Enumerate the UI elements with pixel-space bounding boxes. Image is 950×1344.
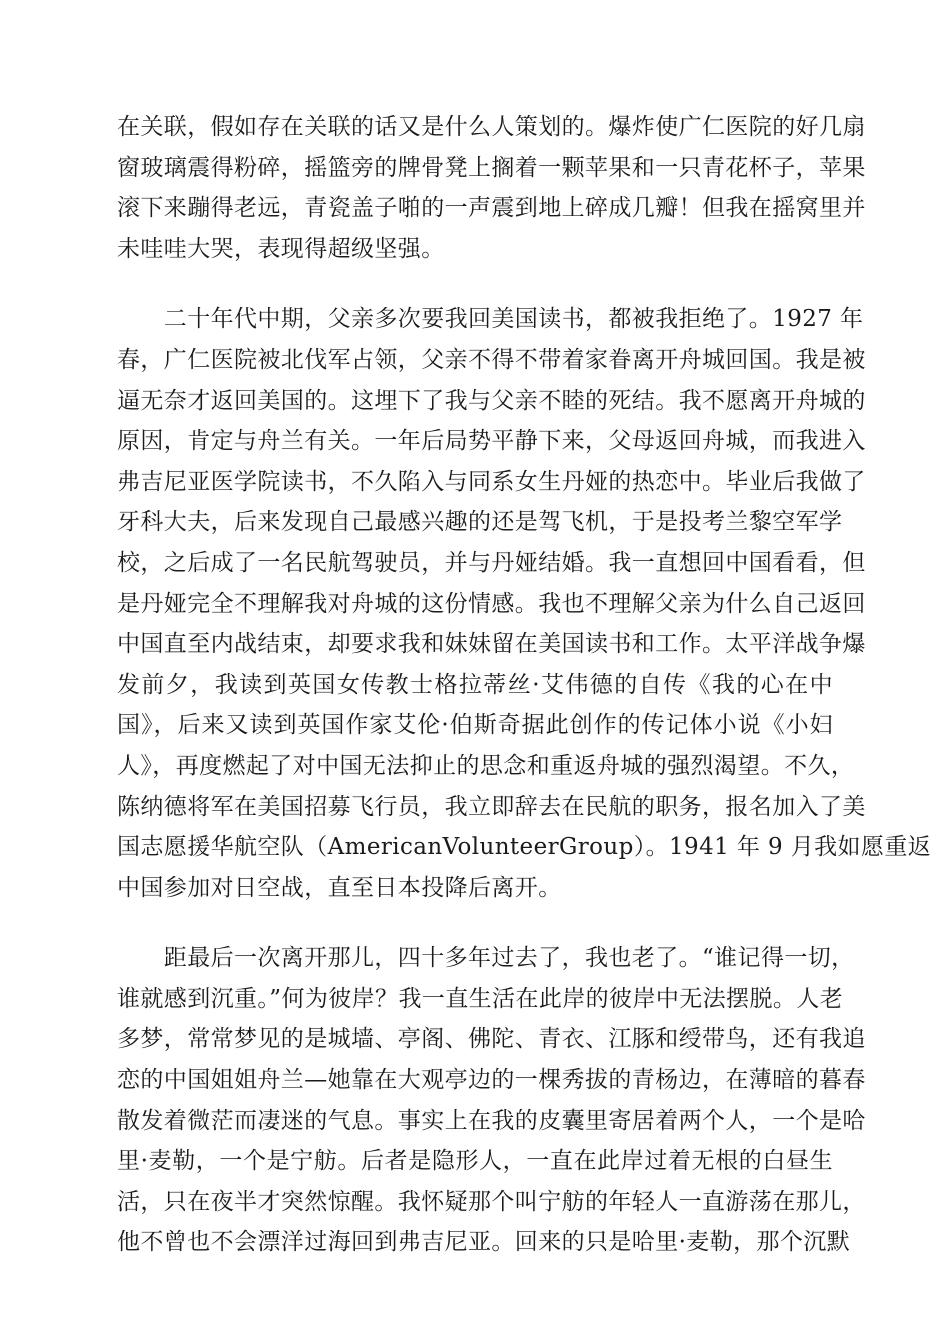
text-line: 逼无奈才返回美国的。这埋下了我与父亲不睦的死结。我不愿离开舟城的 — [117, 387, 866, 414]
text-line: 国志愿援华航空队（AmericanVolunteerGroup）。1941 年 9 月我如愿重返 — [117, 834, 932, 861]
text-line: 发前夕，我读到英国女传教士格拉蒂丝·艾伟德的自传《我的心在中 — [117, 671, 833, 698]
text-line: 二十年代中期，父亲多次要我回美国读书，都被我拒绝了。1927 年 — [117, 306, 864, 333]
paragraph-3 — [117, 938, 866, 1263]
paragraph-spacer — [117, 908, 833, 938]
text-line: 多梦，常常梦见的是城墙、亭阁、佛陀、青衣、江豚和绶带鸟，还有我追 — [117, 1026, 866, 1053]
text-line: 中国参加对日空战，直至日本投降后离开。 — [117, 874, 562, 901]
paragraph-2 — [117, 299, 932, 908]
text-line: 活，只在夜半才突然惊醒。我怀疑那个叫宁舫的年轻人一直游荡在那儿， — [117, 1188, 866, 1215]
text-line: 春，广仁医院被北伐军占领，父亲不得不带着家眷离开舟城回国。我是被 — [117, 346, 866, 373]
text-line: 原因，肯定与舟兰有关。一年后局势平静下来，父母返回舟城，而我进入 — [117, 428, 866, 455]
text-line: 弗吉尼亚医学院读书，不久陷入与同系女生丹娅的热恋中。毕业后我做了 — [117, 468, 866, 495]
text-line: 谁就感到沉重。”何为彼岸？我一直生活在此岸的彼岸中无法摆脱。人老 — [117, 985, 844, 1012]
text-line: 中国直至内战结束，却要求我和妹妹留在美国读书和工作。太平洋战争爆 — [117, 631, 866, 658]
text-line: 在关联，假如存在关联的话又是什么人策划的。爆炸使广仁医院的好几扇 — [117, 114, 866, 140]
text-line: 国》，后来又读到英国作家艾伦·伯斯奇据此创作的传记体小说《小妇 — [117, 712, 833, 739]
text-line: 陈纳德将军在美国招募飞行员，我立即辞去在民航的职务，报名加入了美 — [117, 793, 866, 820]
paragraph-spacer — [117, 269, 833, 299]
text-line: 滚下来蹦得老远，青瓷盖子啪的一声震到地上碎成几瓣！但我在摇窝里并 — [117, 195, 866, 222]
text-line: 牙科大夫，后来发现自己最感兴趣的还是驾飞机，于是投考兰黎空军学 — [117, 509, 843, 536]
paragraph-1 — [117, 107, 866, 269]
text-line: 距最后一次离开那儿，四十多年过去了，我也老了。“谁记得一切， — [117, 945, 855, 972]
text-line: 是丹娅完全不理解我对舟城的这份情感。我也不理解父亲为什么自己返回 — [117, 590, 866, 617]
text-line: 未哇哇大哭，表现得超级坚强。 — [117, 235, 445, 262]
text-line: 窗玻璃震得粉碎，摇篮旁的牌骨凳上搁着一颗苹果和一只青花杯子，苹果 — [117, 154, 866, 181]
text-line: 恋的中国姐姐舟兰—她靠在大观亭边的一棵秀拔的青杨边，在薄暗的暮春 — [117, 1067, 866, 1094]
text-line: 校，之后成了一名民航驾驶员，并与丹娅结婚。我一直想回中国看看，但 — [117, 549, 866, 576]
document-page — [117, 107, 932, 1263]
text-line: 里·麦勒，一个是宁舫。后者是隐形人，一直在此岸过着无根的白昼生 — [117, 1148, 833, 1175]
text-line: 散发着微茫而凄迷的气息。事实上在我的皮囊里寄居着两个人，一个是哈 — [117, 1107, 866, 1134]
text-line: 他不曾也不会漂洋过海回到弗吉尼亚。回来的只是哈里·麦勒，那个沉默 — [117, 1229, 851, 1256]
text-line: 人》，再度燃起了对中国无法抑止的思念和重返舟城的强烈渴望。不久， — [117, 752, 855, 779]
